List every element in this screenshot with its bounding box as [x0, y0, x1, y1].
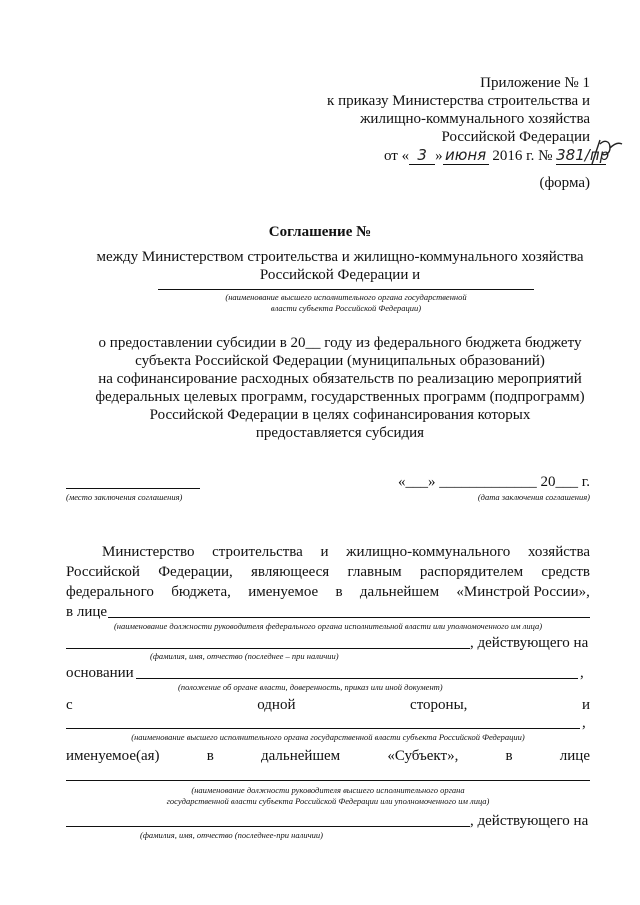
- basis-line: [136, 678, 578, 679]
- appendix-number: Приложение № 1: [480, 75, 590, 91]
- acting-label-2: , действующего на: [470, 813, 589, 829]
- fio-line: [66, 648, 470, 649]
- form-label: (форма): [539, 175, 590, 191]
- subject-name-line: [158, 289, 534, 290]
- subject-org-comma: ,: [582, 715, 586, 731]
- body-line-3: федерального бюджета, именуемое в дальнейшем «Минстрой России»,: [66, 584, 590, 600]
- place-line: [66, 488, 200, 489]
- one-side-line: с одной стороны, и: [66, 697, 590, 713]
- in-person-label: в лице: [66, 604, 108, 620]
- caption-fio: (фамилия, имя, отчество (последнее – при наличии): [150, 651, 339, 661]
- purpose-line-5: Российской Федерации в целях софинансирования которых: [149, 407, 531, 423]
- order-reference: к приказу Министерства строительства и: [327, 93, 590, 109]
- caption-place: (место заключения соглашения): [66, 492, 183, 502]
- country-name: Российской Федерации: [441, 129, 590, 145]
- subject-org-line: [66, 728, 580, 729]
- caption-subject-org: (наименование высшего исполнительного органа государственной власти субъекта Российской Федерации): [131, 732, 525, 742]
- caption-position: (наименование должности руководителя федерального органа исполнительной власти или уполномоченного им лица): [113, 621, 543, 631]
- order-date: от « 3 » июня 2016 г. № 381/пр: [384, 146, 610, 164]
- caption-subject-2: власти субъекта Российской Федерации): [270, 303, 422, 313]
- handwritten-order-number: 381/пр: [556, 146, 610, 164]
- basis-comma: ,: [580, 665, 584, 681]
- caption-date: (дата заключения соглашения): [477, 492, 590, 502]
- basis-label: основании: [66, 665, 134, 681]
- purpose-line-3: на софинансирование расходных обязательств по реализацию мероприятий: [98, 371, 582, 387]
- parties-line-2: Российской Федерации и: [259, 267, 421, 283]
- purpose-line-1: о предоставлении субсидии в 20__ году из федерального бюджета бюджету: [98, 335, 582, 351]
- handwritten-day: 3: [409, 146, 435, 165]
- caption-fio-2: (фамилия, имя, отчество (последнее-при наличии): [140, 830, 323, 840]
- ministry-name: жилищно-коммунального хозяйства: [360, 111, 590, 127]
- caption-basis: (положение об органе власти, доверенность, приказ или иной документ): [178, 682, 443, 692]
- body-line-2: Российской Федерации, являющееся главным распорядителем средств: [66, 564, 590, 580]
- purpose-line-2: субъекта Российской Федерации (муниципальных образований): [135, 353, 545, 369]
- named-line: именуемое(ая) в дальнейшем «Субъект», в лице: [66, 748, 590, 764]
- body-line-1: Министерство строительства и жилищно-коммунального хозяйства: [102, 544, 590, 560]
- handwritten-signature-mark: [586, 134, 626, 168]
- subject-position-line: [66, 780, 590, 781]
- fio-line-2: [66, 826, 470, 827]
- caption-subject-pos-2: государственной власти субъекта Российской Федерации или уполномоченного им лица): [166, 796, 490, 806]
- acting-label: , действующего на: [470, 635, 589, 651]
- handwritten-month: июня: [443, 146, 489, 165]
- purpose-line-4: федеральных целевых программ, государственных программ (подпрограмм): [95, 389, 585, 405]
- document-title: Соглашение №: [268, 224, 372, 240]
- position-line: [108, 617, 590, 618]
- purpose-line-6: предоставляется субсидия: [255, 425, 425, 441]
- parties-line-1: между Министерством строительства и жилищно-коммунального хозяйства: [96, 249, 584, 265]
- agreement-date-field: «___» _____________ 20___ г.: [398, 474, 590, 490]
- caption-subject-pos-1: (наименование должности руководителя высшего исполнительного органа: [191, 785, 465, 795]
- caption-subject-1: (наименование высшего исполнительного органа государственной: [225, 292, 467, 302]
